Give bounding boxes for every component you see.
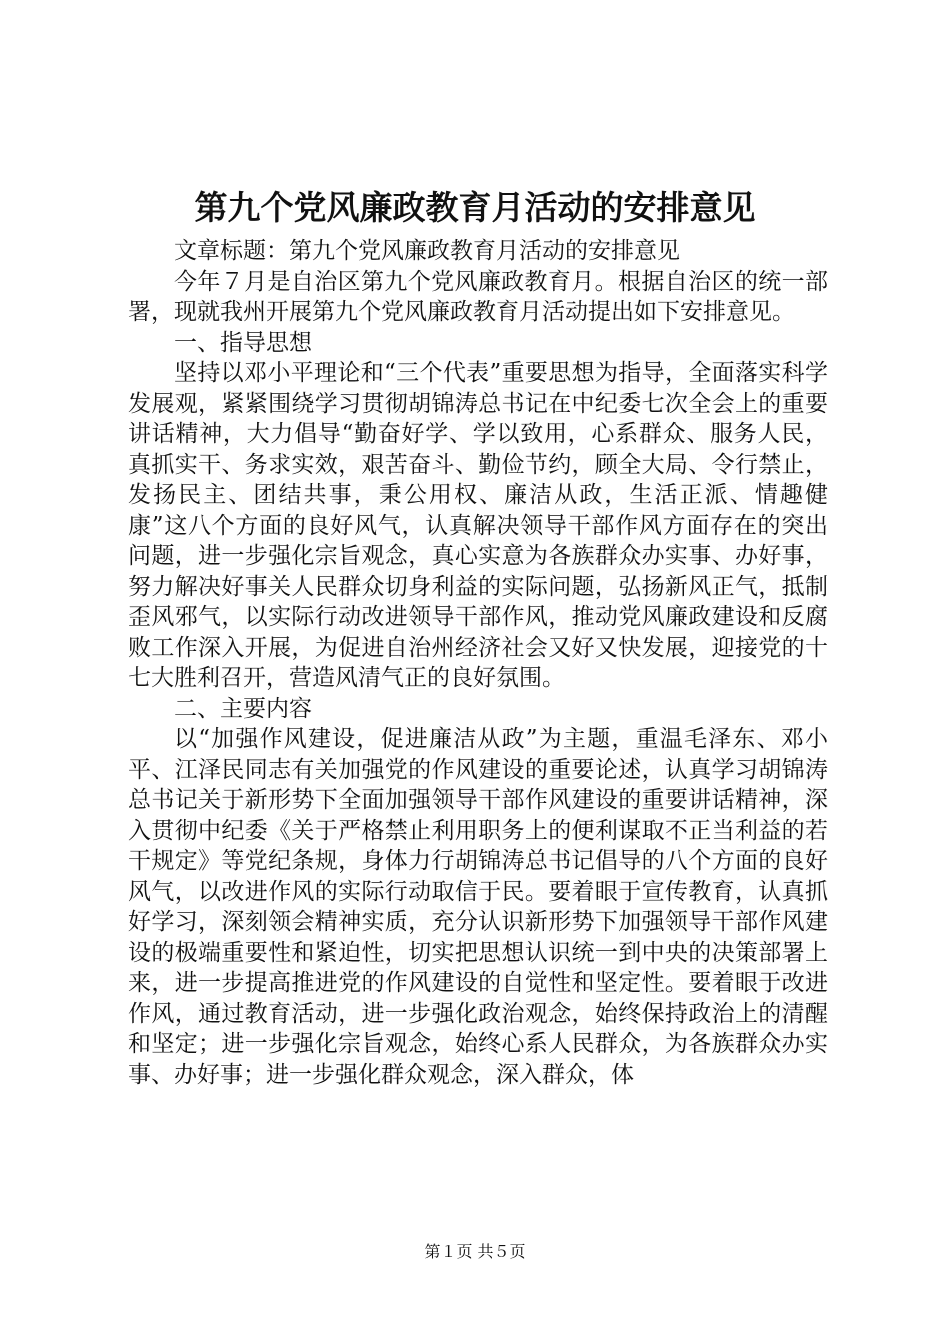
guiding-ideology-paragraph: 坚持以邓小平理论和“三个代表”重要思想为指导，全面落实科学发展观，紧紧围绕学习贯彻胡锦涛总书记在中纪委七次全会上的重要讲话精神，大力倡导“勤奋好学、学以致用，心系群众、服务人民，真抓实干、务求实效，艰苦奋斗、勤俭节约，顾全大局、令行禁止，发扬民主、团结共事，秉公用权、廉洁从政，生活正派、情趣健康”这八个方面的良好风气，认真解决领导干部作风方面存在的突出问题，进一步强化宗旨观念，真心实意为各族群众办实事、办好事，努力解决好事关人民群众切身利益的实际问题，弘扬新风正气，抵制歪风邪气，以实际行动改进领导干部作风，推动党风廉政建设和反腐败工作深入开展，为促进自治州经济社会又好又快发展，迎接党的十七大胜利召开，营造风清气正的良好氛围。 [128, 360, 828, 691]
intro-paragraph: 今年７月是自治区第九个党风廉政教育月。根据自治区的统一部署，现就我州开展第九个党风廉政教育月活动提出如下安排意见。 [128, 268, 828, 325]
main-content-paragraph: 以“加强作风建设，促进廉洁从政”为主题，重温毛泽东、邓小平、江泽民同志有关加强党的作风建设的重要论述，认真学习胡锦涛总书记关于新形势下全面加强领导干部作风建设的重要讲话精神，深入贯彻中纪委《关于严格禁止利用职务上的便利谋取不正当利益的若干规定》等党纪条规，身体力行胡锦涛总书记倡导的八个方面的良好风气，以改进作风的实际行动取信于民。要着眼于宣传教育，认真抓好学习，深刻领会精神实质，充分认识新形势下加强领导干部作风建设的极端重要性和紧迫性，切实把思想认识统一到中央的决策部署上来，进一步提高推进党的作风建设的自觉性和坚定性。要着眼于改进作风，通过教育活动，进一步强化政治观念，始终保持政治上的清醒和坚定；进一步强化宗旨观念，始终心系人民群众，为各族群众办实事、办好事；进一步强化群众观念，深入群众，体 [128, 726, 828, 1088]
document-body [128, 236, 828, 1090]
page-footer: 第１页 共５页 [424, 1242, 526, 1261]
page-title: 第九个党风廉政教育月活动的安排意见 [194, 188, 756, 227]
section-heading-guiding-ideology: 一、指导思想 [174, 329, 312, 356]
article-title-line: 文章标题：第九个党风廉政教育月活动的安排意见 [174, 238, 680, 264]
section-heading-main-content: 二、主要内容 [174, 695, 312, 722]
